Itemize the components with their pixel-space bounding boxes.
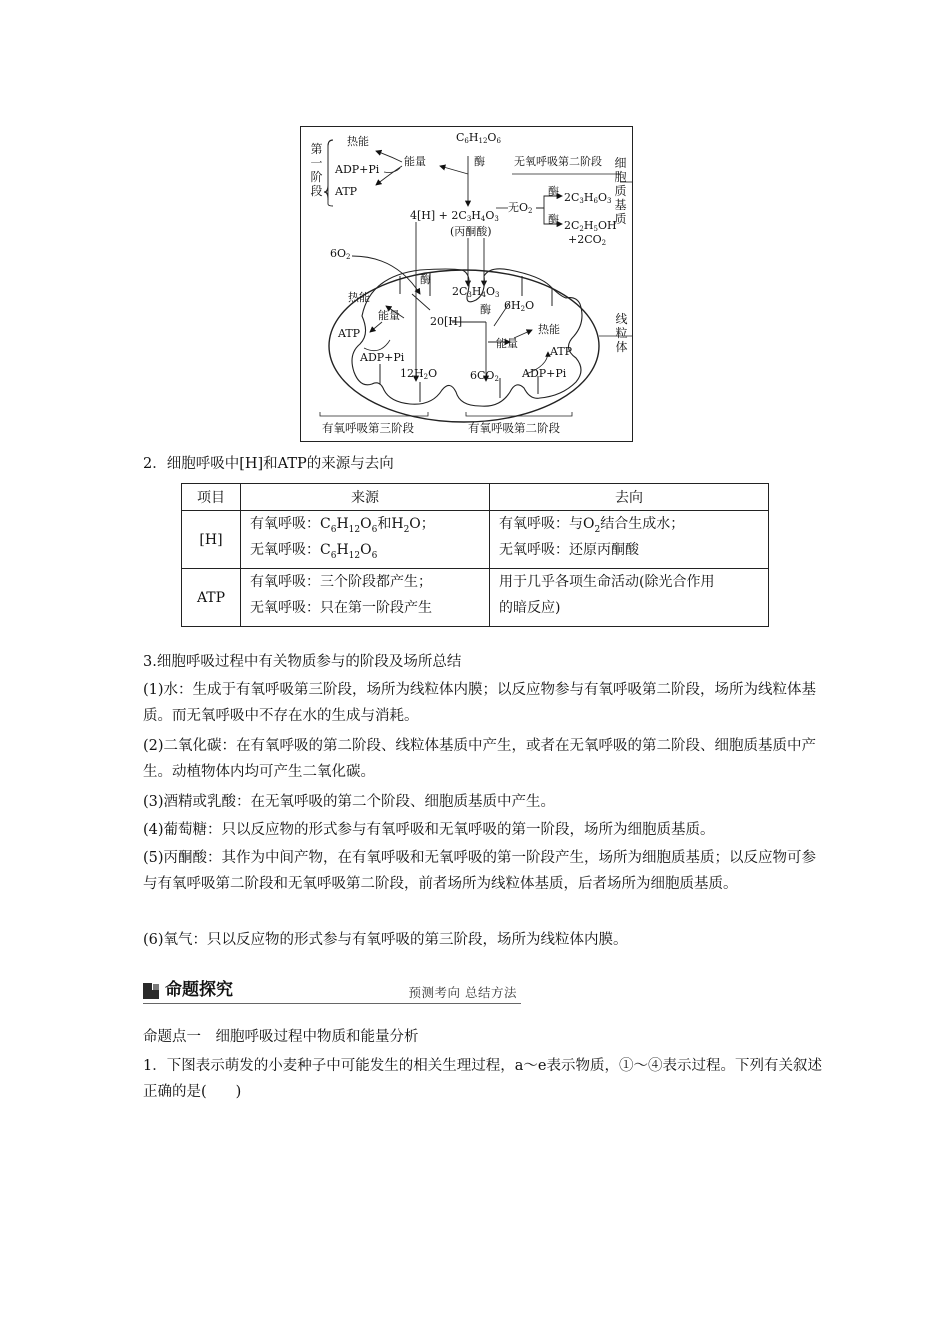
table-cell: [H] (182, 511, 241, 569)
pyruvate-formula: $4[H] + 2C_3H_4O_3$ (410, 209, 499, 223)
question-1: 1．下图表示萌发的小麦种子中可能发生的相关生理过程，a～e表示物质，①～④表示过程。下列有关叙述正确的是( ) (143, 1058, 822, 1100)
section3-title: 3.细胞呼吸过程中有关物质参与的阶段及场所总结 (143, 654, 462, 670)
item-pyruvate: (5)丙酮酸：其作为中间产物，在有氧呼吸和无氧呼吸的第一阶段产生，场所为细胞质基质；以反应物可参与有氧呼吸第二阶段和无氧呼吸第二阶段，前者场所为线粒体基质，后者场所为细胞质基质。 (143, 850, 817, 892)
cell-line: 无氧呼吸：$C_6H_{12}O_6$ (250, 542, 378, 561)
heat-energy-label: 热能 (347, 135, 369, 148)
cell-line: 有氧呼吸：与$O_2$结合生成水； (499, 516, 685, 535)
cell-line: 有氧呼吸：三个阶段都产生； (250, 574, 432, 590)
cell-line: 有氧呼吸：$C_6H_{12}O_6$和$H_2O$； (250, 516, 435, 535)
item-oxygen: (6)氧气：只以反应物的形式参与有氧呼吸的第三阶段，场所为线粒体内膜。 (143, 932, 628, 948)
co2-mito-formula: $6CO_2$ (470, 369, 499, 383)
adp-pi-label: ADP+Pi (335, 163, 380, 176)
section-banner (143, 977, 521, 1005)
table-header: 去向 (490, 484, 769, 511)
hydrogen-20-label: 20[H] (430, 315, 463, 328)
item-water: (1)水：生成于有氧呼吸第三阶段，场所为线粒体内膜；以反应物参与有氧呼吸第二阶段，场所为线粒体基质。而无氧呼吸中不存在水的生成与消耗。 (143, 682, 817, 724)
banner-title: 命题探究 (165, 980, 233, 1000)
item-alcohol: (3)酒精或乳酸：在无氧呼吸的第二个阶段、细胞质基质中产生。 (143, 794, 556, 810)
atp-label: ATP (338, 327, 361, 340)
section2-title: 2．细胞呼吸中[H]和ATP的来源与去向 (143, 456, 394, 472)
energy-label: 能量 (378, 309, 400, 322)
respiration-diagram (300, 126, 633, 442)
adp-pi-label: ADP+Pi (360, 351, 405, 364)
ethanol-formula: $2C_2H_5OH$ (564, 219, 617, 233)
water-in-formula: $6H_2O$ (504, 299, 535, 313)
item-glucose: (4)葡萄糖：只以反应物的形式参与有氧呼吸和无氧呼吸的第一阶段，场所为细胞质基质。 (143, 822, 715, 838)
cell-line: 的暗反应) (499, 600, 561, 616)
table-header: 来源 (241, 484, 490, 511)
table-header: 项目 (182, 484, 241, 511)
banner-subtitle: 预测考向 总结方法 (408, 985, 517, 1000)
table-header-row (182, 484, 769, 511)
energy-label: 能量 (496, 337, 518, 350)
water-out-formula: $12H_2O$ (400, 367, 438, 381)
item-co2: (2)二氧化碳：在有氧呼吸的第二阶段、线粒体基质中产生，或者在无氧呼吸的第二阶段、细胞质基质中产生。动植物体内均可产生二氧化碳。 (143, 738, 817, 780)
atp-label: ATP (335, 185, 358, 198)
table-cell (241, 569, 490, 627)
pyruvic-acid-label: (丙酮酸) (450, 225, 492, 238)
pyruvate-mito-formula: $2C_3H_4O_3$ (452, 285, 500, 299)
point-title: 命题点一 细胞呼吸过程中物质和能量分析 (143, 1029, 419, 1045)
anaerobic-stage2-label: 无氧呼吸第二阶段 (514, 155, 602, 168)
enzyme-label: 酶 (420, 273, 431, 286)
glucose-formula: $C_6H_{12}O_6$ (456, 131, 501, 145)
cell-line: 用于几乎各项生命活动(除光合作用 (499, 574, 715, 590)
table-cell (490, 511, 769, 569)
banner-square-icon (143, 983, 159, 999)
source-destination-table (181, 483, 769, 627)
banner-divider (143, 1003, 521, 1004)
lactic-acid-formula: $2C_3H_6O_3$ (564, 191, 612, 205)
enzyme-label: 酶 (480, 303, 491, 316)
table-row (182, 511, 769, 569)
table-cell (241, 511, 490, 569)
oxygen-formula: $6O_2$ (330, 247, 351, 261)
cell-line: 无氧呼吸：还原丙酮酸 (499, 542, 639, 558)
enzyme-label: 酶 (474, 155, 485, 168)
cytoplasm-label: 细胞质基质 (614, 156, 627, 226)
aerobic-stage3-label: 有氧呼吸第三阶段 (322, 421, 414, 435)
stage1-label: 第一阶段 (310, 142, 323, 198)
mitochondria-label: 线粒体 (615, 312, 628, 354)
no-oxygen-label: 无$O_2$ (508, 201, 533, 215)
enzyme-label: 酶 (548, 185, 559, 198)
cell-line: 无氧呼吸：只在第一阶段产生 (250, 600, 432, 616)
heat-energy-label: 热能 (538, 323, 560, 336)
co2-formula: $+2CO_2$ (568, 233, 607, 247)
aerobic-stage2-label: 有氧呼吸第二阶段 (468, 421, 560, 435)
enzyme-label: 酶 (548, 213, 559, 226)
table-row (182, 569, 769, 627)
table-cell: ATP (182, 569, 241, 627)
heat-energy-label: 热能 (348, 291, 370, 304)
table-cell (490, 569, 769, 627)
adp-pi-label: ADP+Pi (522, 367, 567, 380)
atp-label: ATP (550, 345, 573, 358)
energy-label: 能量 (404, 155, 426, 168)
